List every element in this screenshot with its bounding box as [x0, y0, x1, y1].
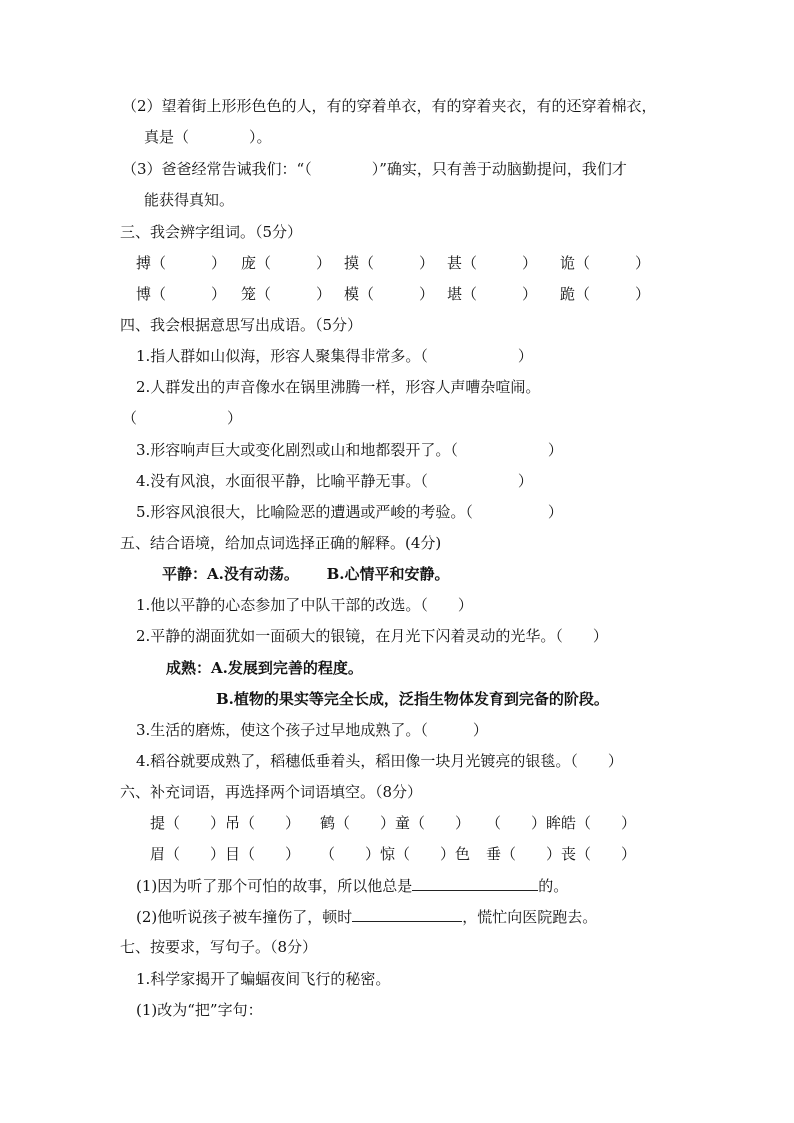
sentence-1-end: 的。: [538, 877, 569, 895]
sentence-2-end: ，慌忙向医院跑去。: [462, 908, 598, 926]
word-pair-cell: 笼（ ）: [241, 285, 332, 303]
section-5-title: 五、结合语境，给加点词选择正确的解释。(4分): [120, 534, 442, 552]
idiom-blank: 眉（ ）目（ ）: [150, 845, 301, 863]
section-4-question-2-blank: （ ）: [122, 409, 243, 427]
section-4-title: 四、我会根据意思写出成语。（5分）: [120, 316, 363, 334]
fill-in-line: [412, 875, 538, 891]
idiom-blank: 提（ ）吊（ ）: [150, 814, 301, 832]
definition-chengshu-a: 成熟：A.发展到完善的程度。: [166, 659, 363, 677]
section-4-question-1: 1.指人群如山似海，形容人聚集得非常多。（ ）: [136, 347, 533, 365]
definition-pingjing: 平静：A.没有动荡。 B.心情平和安静。: [162, 565, 450, 583]
section-4-question-5: 5.形容风浪很大，比喻险恶的遭遇或严峻的考验。（ ）: [136, 503, 563, 521]
word-pair-cell: 搏（ ）: [136, 254, 227, 272]
idiom-blank: 鹤（ ）童（ ）: [320, 814, 471, 832]
section-5-question-3: 3.生活的磨炼，使这个孩子过早地成熟了。（ ）: [136, 721, 488, 739]
section-7-question-1-sub: (1)改为“把”字句：: [136, 1001, 263, 1019]
section-4-question-4: 4.没有风浪，水面很平静，比喻平静无事。（ ）: [136, 472, 533, 490]
word-pair-cell: 甚（ ）: [447, 254, 538, 272]
section-4-question-2: 2.人群发出的声音像水在锅里沸腾一样，形容人声嘈杂喧闹。: [136, 378, 541, 396]
word-pair-cell: 堪（ ）: [447, 285, 538, 303]
idiom-blank: 垂（ ）丧（ ）: [486, 845, 637, 863]
sentence-1-start: (1)因为听了那个可怕的故事，所以他总是: [136, 877, 413, 895]
question-2-3-line2: 能获得真知。: [144, 191, 235, 209]
section-4-question-3: 3.形容响声巨大或变化剧烈或山和地都裂开了。（ ）: [136, 441, 563, 459]
section-3-title: 三、我会辨字组词。（5分）: [120, 223, 303, 241]
section-5-question-2: 2.平静的湖面犹如一面硕大的银镜，在月光下闪着灵动的光华。（ ）: [136, 627, 608, 645]
word-pair-cell: 摸（ ）: [344, 254, 435, 272]
definition-chengshu-b: B.植物的果实等完全长成，泛指生物体发育到完备的阶段。: [216, 690, 609, 708]
word-pair-cell: 诡（ ）: [560, 254, 651, 272]
section-5-question-1: 1.他以平静的心态参加了中队干部的改选。（ ）: [136, 596, 473, 614]
idiom-blank: （ ）眸皓（ ）: [486, 814, 637, 832]
word-pair-cell: 庞（ ）: [241, 254, 332, 272]
question-2-2-line2: 真是（ ）。: [144, 128, 272, 146]
section-7-question-1: 1.科学家揭开了蝙蝠夜间飞行的秘密。: [136, 970, 391, 988]
word-pair-cell: 模（ ）: [344, 285, 435, 303]
word-pair-cell: 跪（ ）: [560, 285, 651, 303]
section-6-sentence-1: [136, 875, 568, 896]
question-2-2-line1: （2）望着街上形形色色的人，有的穿着单衣，有的穿着夹衣，有的还穿着棉衣，: [122, 97, 657, 115]
question-2-3-line1: （3）爸爸经常告诫我们：“（ ）”确实，只有善于动脑勤提问，我们才: [122, 160, 627, 178]
word-pair-cell: 博（ ）: [136, 285, 227, 303]
section-5-question-4: 4.稻谷就要成熟了，稻穗低垂着头，稻田像一块月光镀亮的银毯。（ ）: [136, 752, 623, 770]
section-7-title: 七、按要求，写句子。（8分）: [120, 938, 318, 956]
section-6-sentence-2: [136, 906, 597, 927]
idiom-blank: （ ）惊（ ）色: [320, 845, 471, 863]
fill-in-line: [352, 906, 462, 922]
sentence-2-start: (2)他听说孩子被车撞伤了，顿时: [136, 908, 353, 926]
section-6-title: 六、补充词语，再选择两个词语填空。（8分）: [120, 783, 423, 801]
